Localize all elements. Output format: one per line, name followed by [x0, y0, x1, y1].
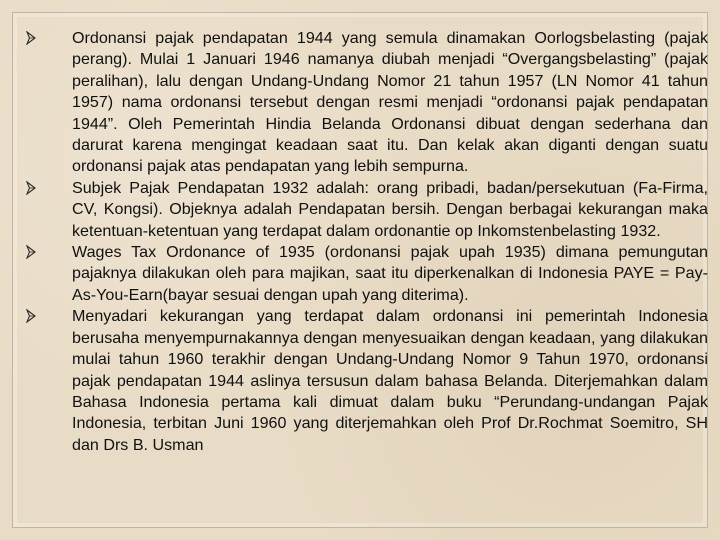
arrowhead-bullet-icon	[26, 31, 36, 45]
arrowhead-bullet-icon	[26, 309, 36, 323]
list-item	[26, 178, 708, 242]
bullet-list	[26, 28, 708, 456]
bullet-text: Subjek Pajak Pendapatan 1932 adalah: orang pribadi, badan/persekutuan (Fa-Firma, CV, Kongsi). Objeknya adalah Pendapatan bersih. Dengan berbagai kekurangan maka ketentuan-ketentuan yang terdapat dalam ordonantie op Inkomstenbelasting 1932.	[72, 178, 708, 240]
bullet-text: Menyadari kekurangan yang terdapat dalam ordonansi ini pemerintah Indonesia berusaha menyempurnakannya dengan menyesuaikan dengan keadaan, yang dilakukan mulai tahun 1960 terakhir dengan Undang-Undang Nomor 9 Tahun 1970, ordonansi pajak pendapatan 1944 aslinya tersusun dalam bahasa Belanda. Diterjemahkan dalam Bahasa Indonesia pertama kali dimuat dalam buku “Perundang-undangan Pajak Indonesia, terbitan Juni 1960 yang diterjemahkan oleh Prof Dr.Rochmat Soemitro, SH dan Drs B. Usman	[72, 307, 708, 454]
bullet-text: Ordonansi pajak pendapatan 1944 yang semula dinamakan Oorlogsbelasting (pajak perang). Mulai 1 Januari 1946 namanya diubah menjadi “Overgangsbelasting” (pajak peralihan), lalu dengan Undang-Undang Nomor 21 tahun 1957 (LN Nomor 41 tahun 1957) nama ordonansi tersebut dengan resmi menjadi “ordonansi pajak pendapatan 1944”. Oleh Pemerintah Hindia Belanda Ordonansi dibuat dengan sederhana dan darurat karena mengingat keadaan saat itu. Dan kelak akan diganti dengan suatu ordonansi pajak atas pendapatan yang lebih sempurna.	[72, 29, 708, 176]
arrowhead-bullet-icon	[26, 245, 36, 259]
arrowhead-bullet-icon	[26, 181, 36, 195]
list-item	[26, 242, 708, 306]
bullet-text: Wages Tax Ordonance of 1935 (ordonansi pajak upah 1935) dimana pemungutan pajaknya dilakukan oleh para majikan, saat itu diperkenalkan di Indonesia PAYE = Pay-As-You-Earn(bayar sesuai dengan upah yang diterima).	[72, 243, 708, 304]
list-item	[26, 306, 708, 456]
list-item	[26, 28, 708, 178]
